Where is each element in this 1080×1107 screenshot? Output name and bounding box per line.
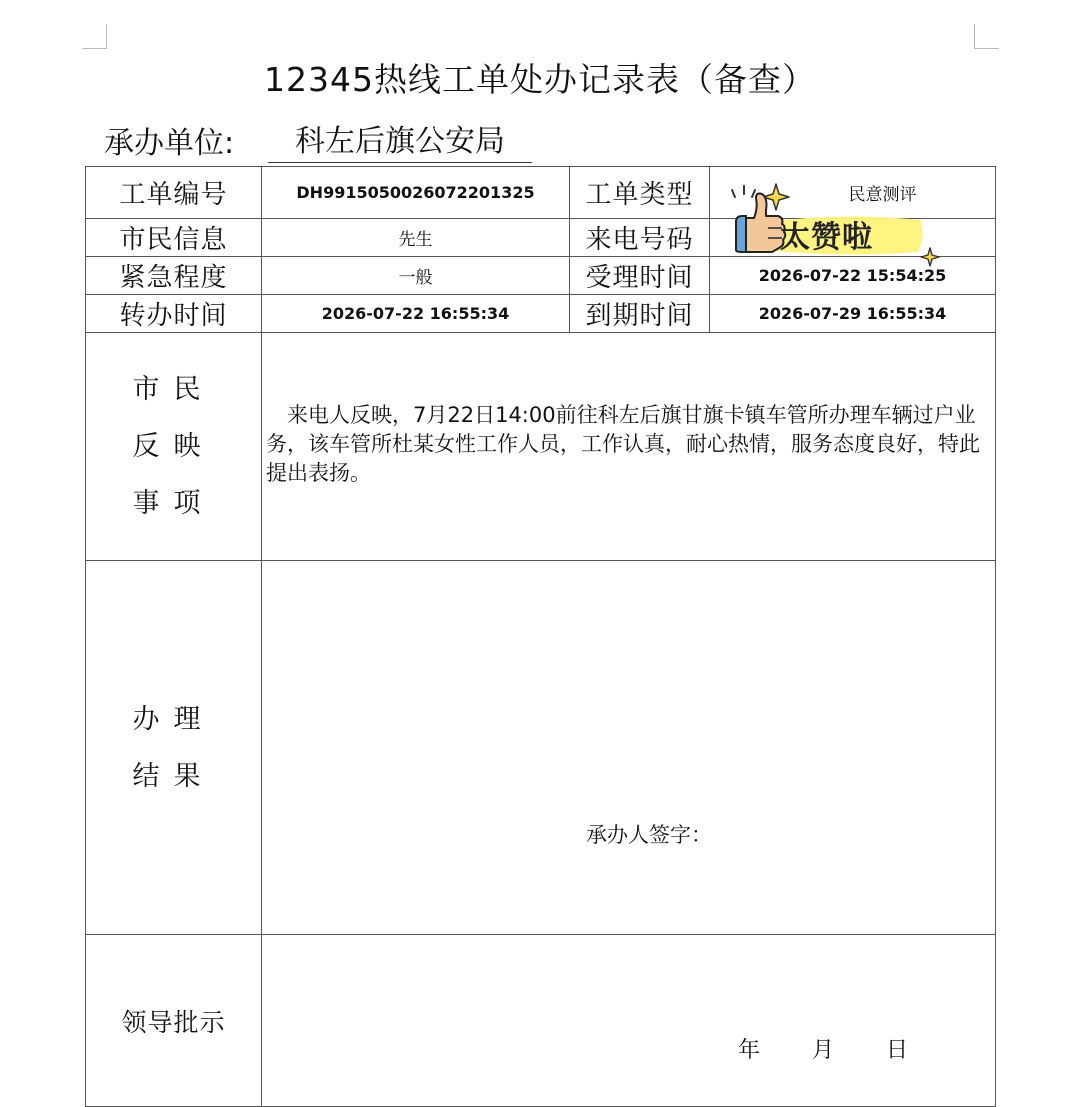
- document-title: 12345热线工单处办记录表（备查）: [264, 60, 816, 99]
- signature-label: 承办人签字：: [586, 823, 712, 847]
- complaint-label-line: 反映: [132, 431, 215, 462]
- complaint-text: 来电人反映，7月22日14:00前往科左后旗甘旗卡镇车管所办理车辆过户业务，该车管所杜某女性工作人员，工作认真，耐心热情，服务态度良好，特此提出表扬。: [266, 403, 980, 485]
- praise-sticker: [722, 182, 952, 274]
- result-label: [86, 561, 262, 935]
- leader-instruction-label: 领导批示: [86, 935, 262, 1107]
- complaint-label-line: 市民: [132, 374, 215, 405]
- due-time-label: 到期时间: [570, 295, 710, 333]
- due-time-value: 2026-07-29 16:55:34: [710, 295, 996, 333]
- accept-time-value: 2026-07-22 15:54:25: [710, 257, 996, 295]
- urgency-value: 一般: [262, 257, 570, 295]
- table-row: [86, 295, 996, 333]
- complaint-label-line: 事项: [132, 488, 215, 519]
- sparkle-icon: [921, 248, 939, 266]
- date-day: 日: [886, 1038, 909, 1063]
- result-row: [86, 561, 996, 935]
- result-content-cell: [262, 561, 996, 935]
- transfer-time-value: 2026-07-22 16:55:34: [262, 295, 570, 333]
- complaint-row: [86, 333, 996, 561]
- sticker-text: 太赞啦: [780, 220, 873, 255]
- leader-row: [86, 935, 996, 1107]
- citizen-info-value: 先生: [262, 219, 570, 257]
- leader-content-cell: [262, 935, 996, 1107]
- transfer-time-label: 转办时间: [86, 295, 262, 333]
- undertaking-unit-label: 承办单位:: [104, 126, 235, 161]
- undertaking-unit-value: 科左后旗公安局: [268, 116, 532, 163]
- date-year: 年: [738, 1038, 761, 1063]
- page-corner-mark-right: [974, 24, 999, 49]
- complaint-content-cell: [262, 333, 996, 561]
- order-number-value: DH9915050026072201325: [262, 167, 570, 219]
- complaint-label: [86, 333, 262, 561]
- result-label-line: 办理: [132, 703, 215, 735]
- citizen-info-label: 市民信息: [86, 219, 262, 257]
- work-order-form-table: [85, 166, 996, 1107]
- order-type-value: 民意测评: [710, 167, 996, 219]
- result-label-line: 结果: [132, 760, 215, 792]
- urgency-label: 紧急程度: [86, 257, 262, 295]
- approval-date: [738, 1033, 960, 1064]
- accept-time-label: 受理时间: [570, 257, 710, 295]
- order-type-label: 工单类型: [570, 167, 710, 219]
- date-month: 月: [812, 1038, 835, 1063]
- page-corner-mark-left: [82, 24, 107, 49]
- caller-number-label: 来电号码: [570, 219, 710, 257]
- order-number-label: 工单编号: [86, 167, 262, 219]
